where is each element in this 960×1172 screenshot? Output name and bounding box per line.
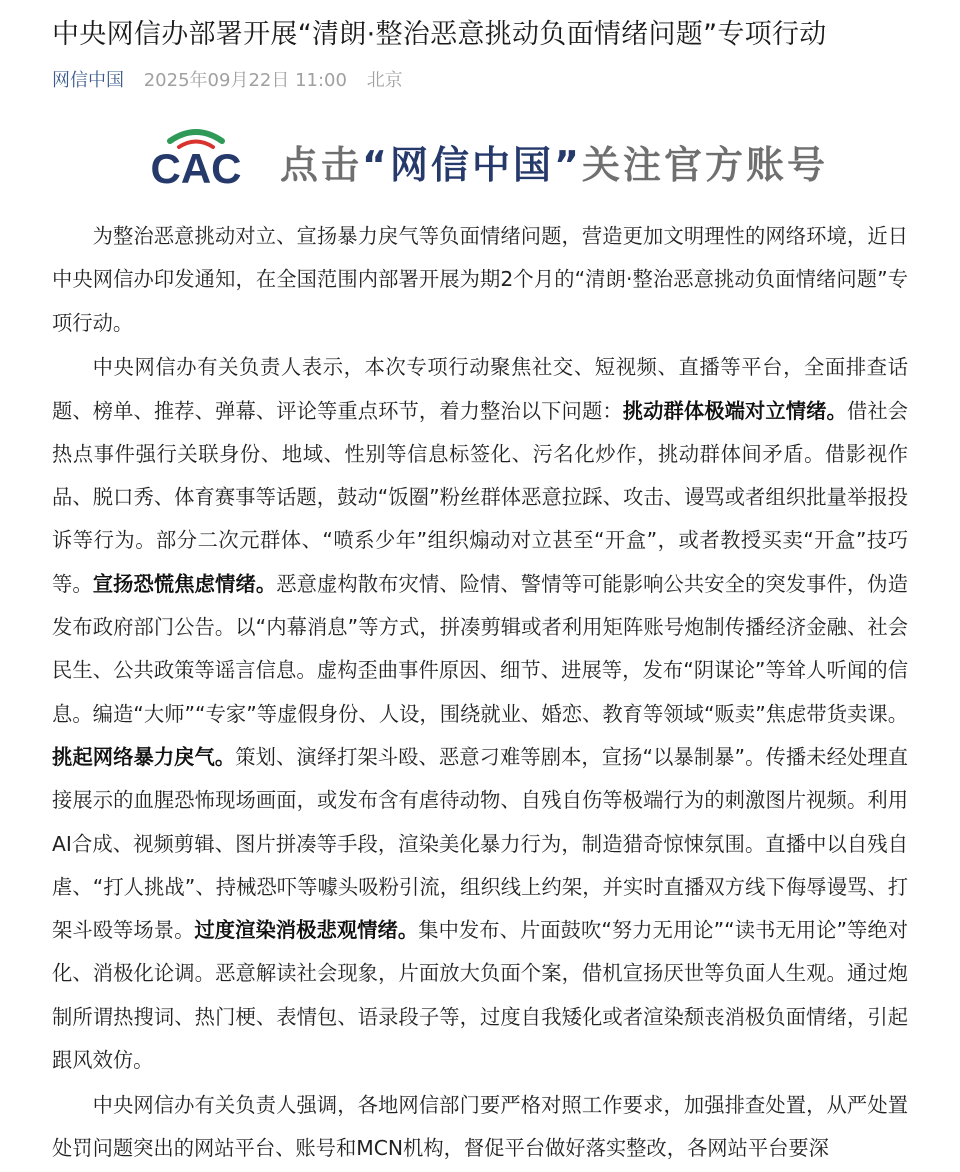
article-title: 中央网信办部署开展“清朗·整治恶意挑动负面情绪问题”专项行动 bbox=[52, 19, 827, 50]
article-date: 2025年09月22日 11:00 bbox=[143, 70, 347, 91]
article-meta bbox=[52, 66, 403, 92]
cac-logo-text: CAC bbox=[150, 145, 242, 188]
heading-pessimism: 过度渲染消极悲观情绪。 bbox=[194, 918, 419, 943]
cac-logo-icon bbox=[140, 126, 252, 188]
paragraph-2 bbox=[52, 346, 908, 1082]
text-polarization: 借社会热点事件强行关联身份、地域、性别等信息标签化、污名化炒作，挑动群体间矛盾。借影视作品、脱口秀、体育赛事等话题，鼓动“饭圈”粉丝群体恶意拉踩、攻击、谩骂或者组织批量举报投诉等行为。部分二次元群体、“喷系少年”组织煽动对立甚至“开盒”，或者教授买卖“开盒”技巧等。 bbox=[52, 398, 908, 596]
heading-panic-anxiety: 宣扬恐慌焦虑情绪。 bbox=[92, 571, 277, 596]
article-source-link[interactable]: 网信中国 bbox=[52, 70, 124, 91]
follow-account-banner[interactable] bbox=[140, 126, 830, 188]
text-pessimism: 集中发布、片面鼓吹“努力无用论”“读书无用论”等绝对化、消极化论调。恶意解读社会现象，片面放大负面个案，借机宣扬厌世等负面人生观。通过炮制所谓热搜词、热门梗、表情包、语录段子等，过度自我矮化或者渲染颓丧消极负面情绪，引起跟风效仿。 bbox=[52, 918, 908, 1073]
banner-slogan bbox=[280, 134, 828, 189]
article-body bbox=[52, 215, 908, 1172]
slogan-suffix: 关注官方账号 bbox=[581, 143, 828, 187]
paragraph-2-intro: 中央网信办有关负责人表示，本次专项行动聚焦社交、短视频、直播等平台，全面排查话题、榜单、推荐、弹幕、评论等重点环节，着力整治以下问题： bbox=[52, 355, 908, 423]
slogan-account-name: “网信中国” bbox=[362, 143, 582, 187]
text-panic-anxiety: 恶意虚构散布灾情、险情、警情等可能影响公共安全的突发事件，伪造发布政府部门公告。以“内幕消息”等方式，拼凑剪辑或者利用矩阵账号炮制传播经济金融、社会民生、公共政策等谣言信息。虚构歪曲事件原因、细节、进展等，发布“阴谋论”等耸人听闻的信息。编造“大师”“专家”等虚假身份、人设，围绕就业、婚恋、教育等领域“贩卖”焦虑带货卖课。 bbox=[52, 571, 908, 726]
heading-online-violence: 挑起网络暴力戾气。 bbox=[52, 744, 236, 769]
slogan-prefix: 点击 bbox=[280, 143, 363, 187]
heading-polarization: 挑动群体极端对立情绪。 bbox=[622, 398, 847, 423]
text-online-violence: 策划、演绎打架斗殴、恶意刁难等剧本，宣扬“以暴制暴”。传播未经处理直接展示的血腥恐怖现场画面，或发布含有虐待动物、自残自伤等极端行为的刺激图片视频。利用AI合成、视频剪辑、图片拼凑等手段，渲染美化暴力行为，制造猎奇惊悚氛围。直播中以自残自虐、“打人挑战”、持械恐吓等噱头吸粉引流，组织线上约架，并实时直播双方线下侮辱谩骂、打架斗殴等场景。 bbox=[52, 744, 908, 943]
paragraph-3: 中央网信办有关负责人强调，各地网信部门要严格对照工作要求，加强排查处置，从严处置处罚问题突出的网站平台、账号和MCN机构，督促平台做好落实整改，各网站平台要深 bbox=[52, 1092, 908, 1161]
paragraph-1: 为整治恶意挑动对立、宣扬暴力戾气等负面情绪问题，营造更加文明理性的网络环境，近日中央网信办印发通知，在全国范围内部署开展为期2个月的“清朗·整治恶意挑动负面情绪问题”专项行动。 bbox=[52, 224, 908, 335]
article-location: 北京 bbox=[366, 70, 403, 91]
